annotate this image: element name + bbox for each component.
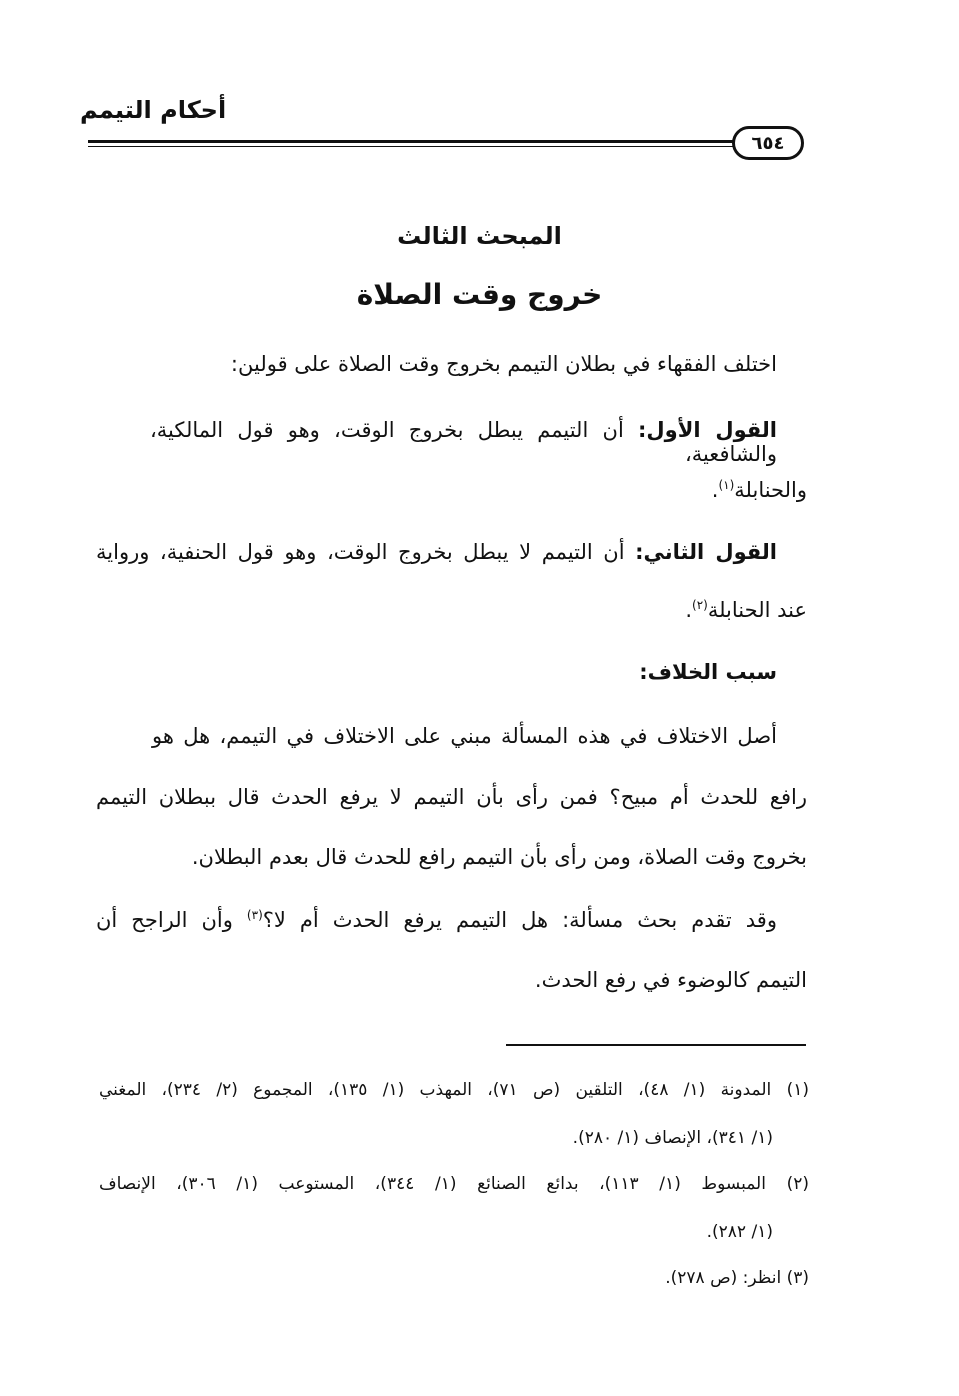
prior-discussion-line2: التيمم كالوضوء في رفع الحدث. [534, 968, 807, 992]
intro-paragraph: اختلف الفقهاء في بطلان التيمم بخروج وقت الصلاة على قولين: [230, 352, 777, 376]
first-opinion-end: . [711, 478, 719, 502]
first-opinion-label: القول الأول: [638, 418, 777, 442]
first-opinion-text: أن التيمم يبطل بخروج الوقت، وهو قول المالكية، والشافعية، [150, 418, 777, 466]
second-opinion-cont: عند الحنابلة [707, 598, 807, 622]
footnote-3-number: (٣) [786, 1268, 809, 1288]
header-rule-thin [88, 146, 733, 147]
footnote-1-text: المدونة (١/ ٤٨)، التلقين (ص ٧١)، المهذب (١/ ١٣٥)، المجموع (٢/ ٢٣٤)، المغني [99, 1080, 772, 1100]
section-title: خروج وقت الصلاة [356, 278, 603, 311]
footnote-1-number: (١) [786, 1080, 809, 1100]
prior-discussion-text-b: وأن الراجح أن [96, 908, 247, 932]
footnote-ref-1[interactable]: (١) [718, 478, 735, 492]
first-opinion-cont: والحنابلة [734, 478, 807, 502]
page-number: ٦٥٤ [732, 126, 804, 160]
first-opinion-line2 [712, 478, 807, 502]
second-opinion-end: . [685, 598, 693, 622]
footnote-3-line1 [665, 1268, 809, 1288]
footnote-ref-2[interactable]: (٢) [692, 598, 708, 612]
footnote-3-text: انظر: (ص ٢٧٨). [665, 1268, 782, 1288]
prior-discussion-line1 [96, 908, 777, 932]
second-opinion-line2 [685, 598, 807, 622]
cause-line1: أصل الاختلاف في هذه المسألة مبني على الاختلاف في التيمم، هل هو [152, 724, 777, 748]
footnote-2-line2: (١/ ٢٨٢). [706, 1222, 773, 1242]
cause-heading: سبب الخلاف: [639, 660, 777, 684]
footnote-2-line1 [99, 1174, 809, 1194]
first-opinion-line1 [150, 418, 777, 466]
prior-discussion-text: وقد تقدم بحث مسألة: هل التيمم يرفع الحدث أم لا؟ [262, 908, 777, 932]
footnote-1-line1 [99, 1080, 809, 1100]
running-title: أحكام التيمم [80, 96, 227, 124]
second-opinion-line1 [96, 540, 777, 564]
footnote-ref-3[interactable]: (٣) [246, 908, 263, 922]
section-label: المبحث الثالث [397, 222, 562, 250]
footnote-separator [506, 1044, 806, 1046]
cause-line2: رافع للحدث أم مبيح؟ فمن رأى بأن التيمم لا يرفع الحدث قال ببطلان التيمم [96, 785, 807, 809]
footnote-2-number: (٢) [786, 1174, 809, 1194]
header-rule [88, 140, 733, 143]
second-opinion-text: أن التيمم لا يبطل بخروج الوقت، وهو قول الحنفية، ورواية [96, 540, 625, 564]
footnote-1-line2: (١/ ٣٤١)، الإنصاف (١/ ٢٨٠). [572, 1128, 773, 1148]
cause-line3: بخروج وقت الصلاة، ومن رأى بأن التيمم رافع للحدث قال بعدم البطلان. [191, 845, 807, 869]
second-opinion-label: القول الثاني: [635, 540, 777, 564]
footnote-2-text: المبسوط (١/ ١١٣)، بدائع الصنائع (١/ ٣٤٤)، المستوعب (١/ ٣٠٦)، الإنصاف [99, 1174, 766, 1194]
